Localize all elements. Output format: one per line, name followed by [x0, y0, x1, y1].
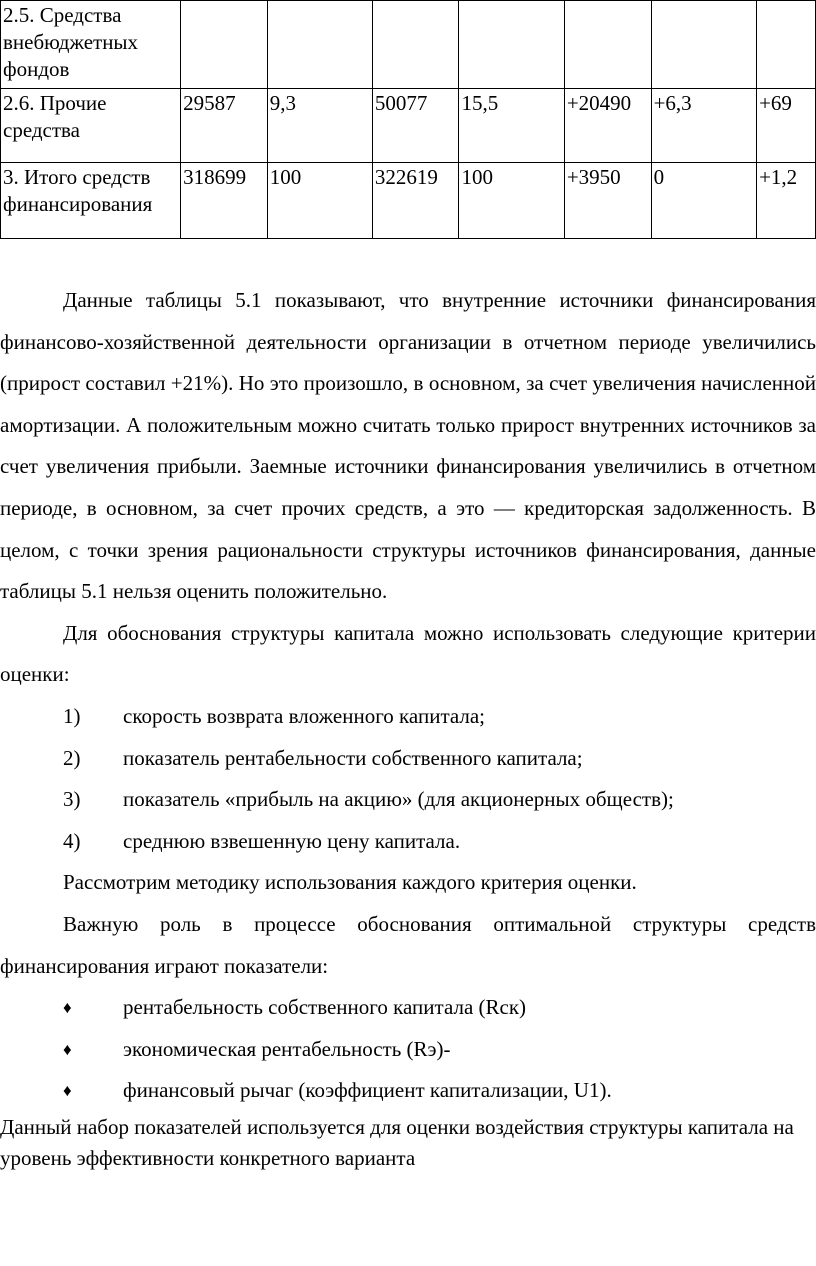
table-cell: 2.6. Прочие средства	[1, 89, 181, 163]
table-cell	[757, 1, 816, 89]
table-cell: +20490	[564, 89, 651, 163]
list-item-text: среднюю взвешенную цену капитала.	[123, 828, 461, 853]
table-row	[1, 163, 816, 239]
list-item	[0, 738, 816, 780]
list-item	[0, 1070, 816, 1112]
table-cell	[372, 1, 459, 89]
table-cell: 100	[267, 163, 372, 239]
list-number: 3)	[63, 787, 81, 812]
table-cell: 318699	[181, 163, 268, 239]
table-cell: 9,3	[267, 89, 372, 163]
table-cell: +6,3	[651, 89, 756, 163]
list-item	[0, 696, 816, 738]
list-number: 1)	[63, 703, 81, 728]
table-cell	[267, 1, 372, 89]
list-item-text: рентабельность собственного капитала (Rск)	[123, 995, 527, 1020]
criteria-list	[0, 696, 816, 862]
paragraph-criteria-intro: Для обоснования структуры капитала можно использовать следующие критерии оценки:	[0, 620, 816, 687]
list-number: 4)	[63, 828, 81, 853]
list-item-text: скорость возврата вложенного капитала;	[123, 703, 486, 728]
table-cell: 322619	[372, 163, 459, 239]
diamond-bullet-icon: ♦	[63, 1039, 72, 1059]
table-cell: +3950	[564, 163, 651, 239]
table-cell	[651, 1, 756, 89]
financing-table	[0, 0, 816, 239]
paragraph-method: Рассмотрим методику использования каждого критерия оценки.	[63, 870, 637, 895]
indicators-list	[0, 987, 816, 1112]
diamond-bullet-icon: ♦	[63, 1081, 72, 1101]
table-cell: 3. Итого средств финансирования	[1, 163, 181, 239]
list-item	[0, 821, 816, 863]
list-item	[0, 779, 816, 821]
list-item	[0, 987, 816, 1029]
table-cell: 15,5	[459, 89, 564, 163]
table-cell: +69	[757, 89, 816, 163]
list-number: 2)	[63, 745, 81, 770]
paragraph-final: Данный набор показателей используется для оценки воздействия структуры капитала на уровень эффективности конкретного варианта	[0, 1114, 794, 1170]
table-cell	[181, 1, 268, 89]
paragraph-indicators-intro: Важную роль в процессе обоснования оптимальной структуры средств финансирования играют показатели:	[0, 911, 816, 978]
table-cell: 2.5. Средства внебюджетных фондов	[1, 1, 181, 89]
table-cell: 50077	[372, 89, 459, 163]
list-item-text: показатель рентабельности собственного капитала;	[123, 745, 583, 770]
table-cell	[459, 1, 564, 89]
diamond-bullet-icon: ♦	[63, 998, 72, 1018]
table-cell: 0	[651, 163, 756, 239]
list-item-text: экономическая рентабельность (Rэ)-	[123, 1036, 451, 1061]
table-row	[1, 89, 816, 163]
table-cell: 29587	[181, 89, 268, 163]
table-cell	[564, 1, 651, 89]
table-row	[1, 1, 816, 89]
paragraph-table-analysis: Данные таблицы 5.1 показывают, что внутренние источники финансирования финансово-хозяйственной деятельности организации в отчетном периоде увеличились (прирост составил +21%). Но это произошло, в основном, за счет увеличения начисленной амортизации. А положительным можно считать только прирост внутренних источников за счет увеличения прибыли. Заемные источники финансирования увеличились в отчетном периоде, в основном, за счет прочих средств, а это — кредиторская задолженность. В целом, с точки зрения рациональности структуры источников финансирования, данные таблицы 5.1 нельзя оценить положительно.	[0, 288, 816, 604]
body-text	[0, 280, 816, 1174]
list-item	[0, 1029, 816, 1071]
table-cell: +1,2	[757, 163, 816, 239]
list-item-text: показатель «прибыль на акцию» (для акционерных обществ);	[123, 787, 674, 812]
table-cell: 100	[459, 163, 564, 239]
list-item-text: финансовый рычаг (коэффициент капитализации, U1).	[123, 1078, 612, 1103]
